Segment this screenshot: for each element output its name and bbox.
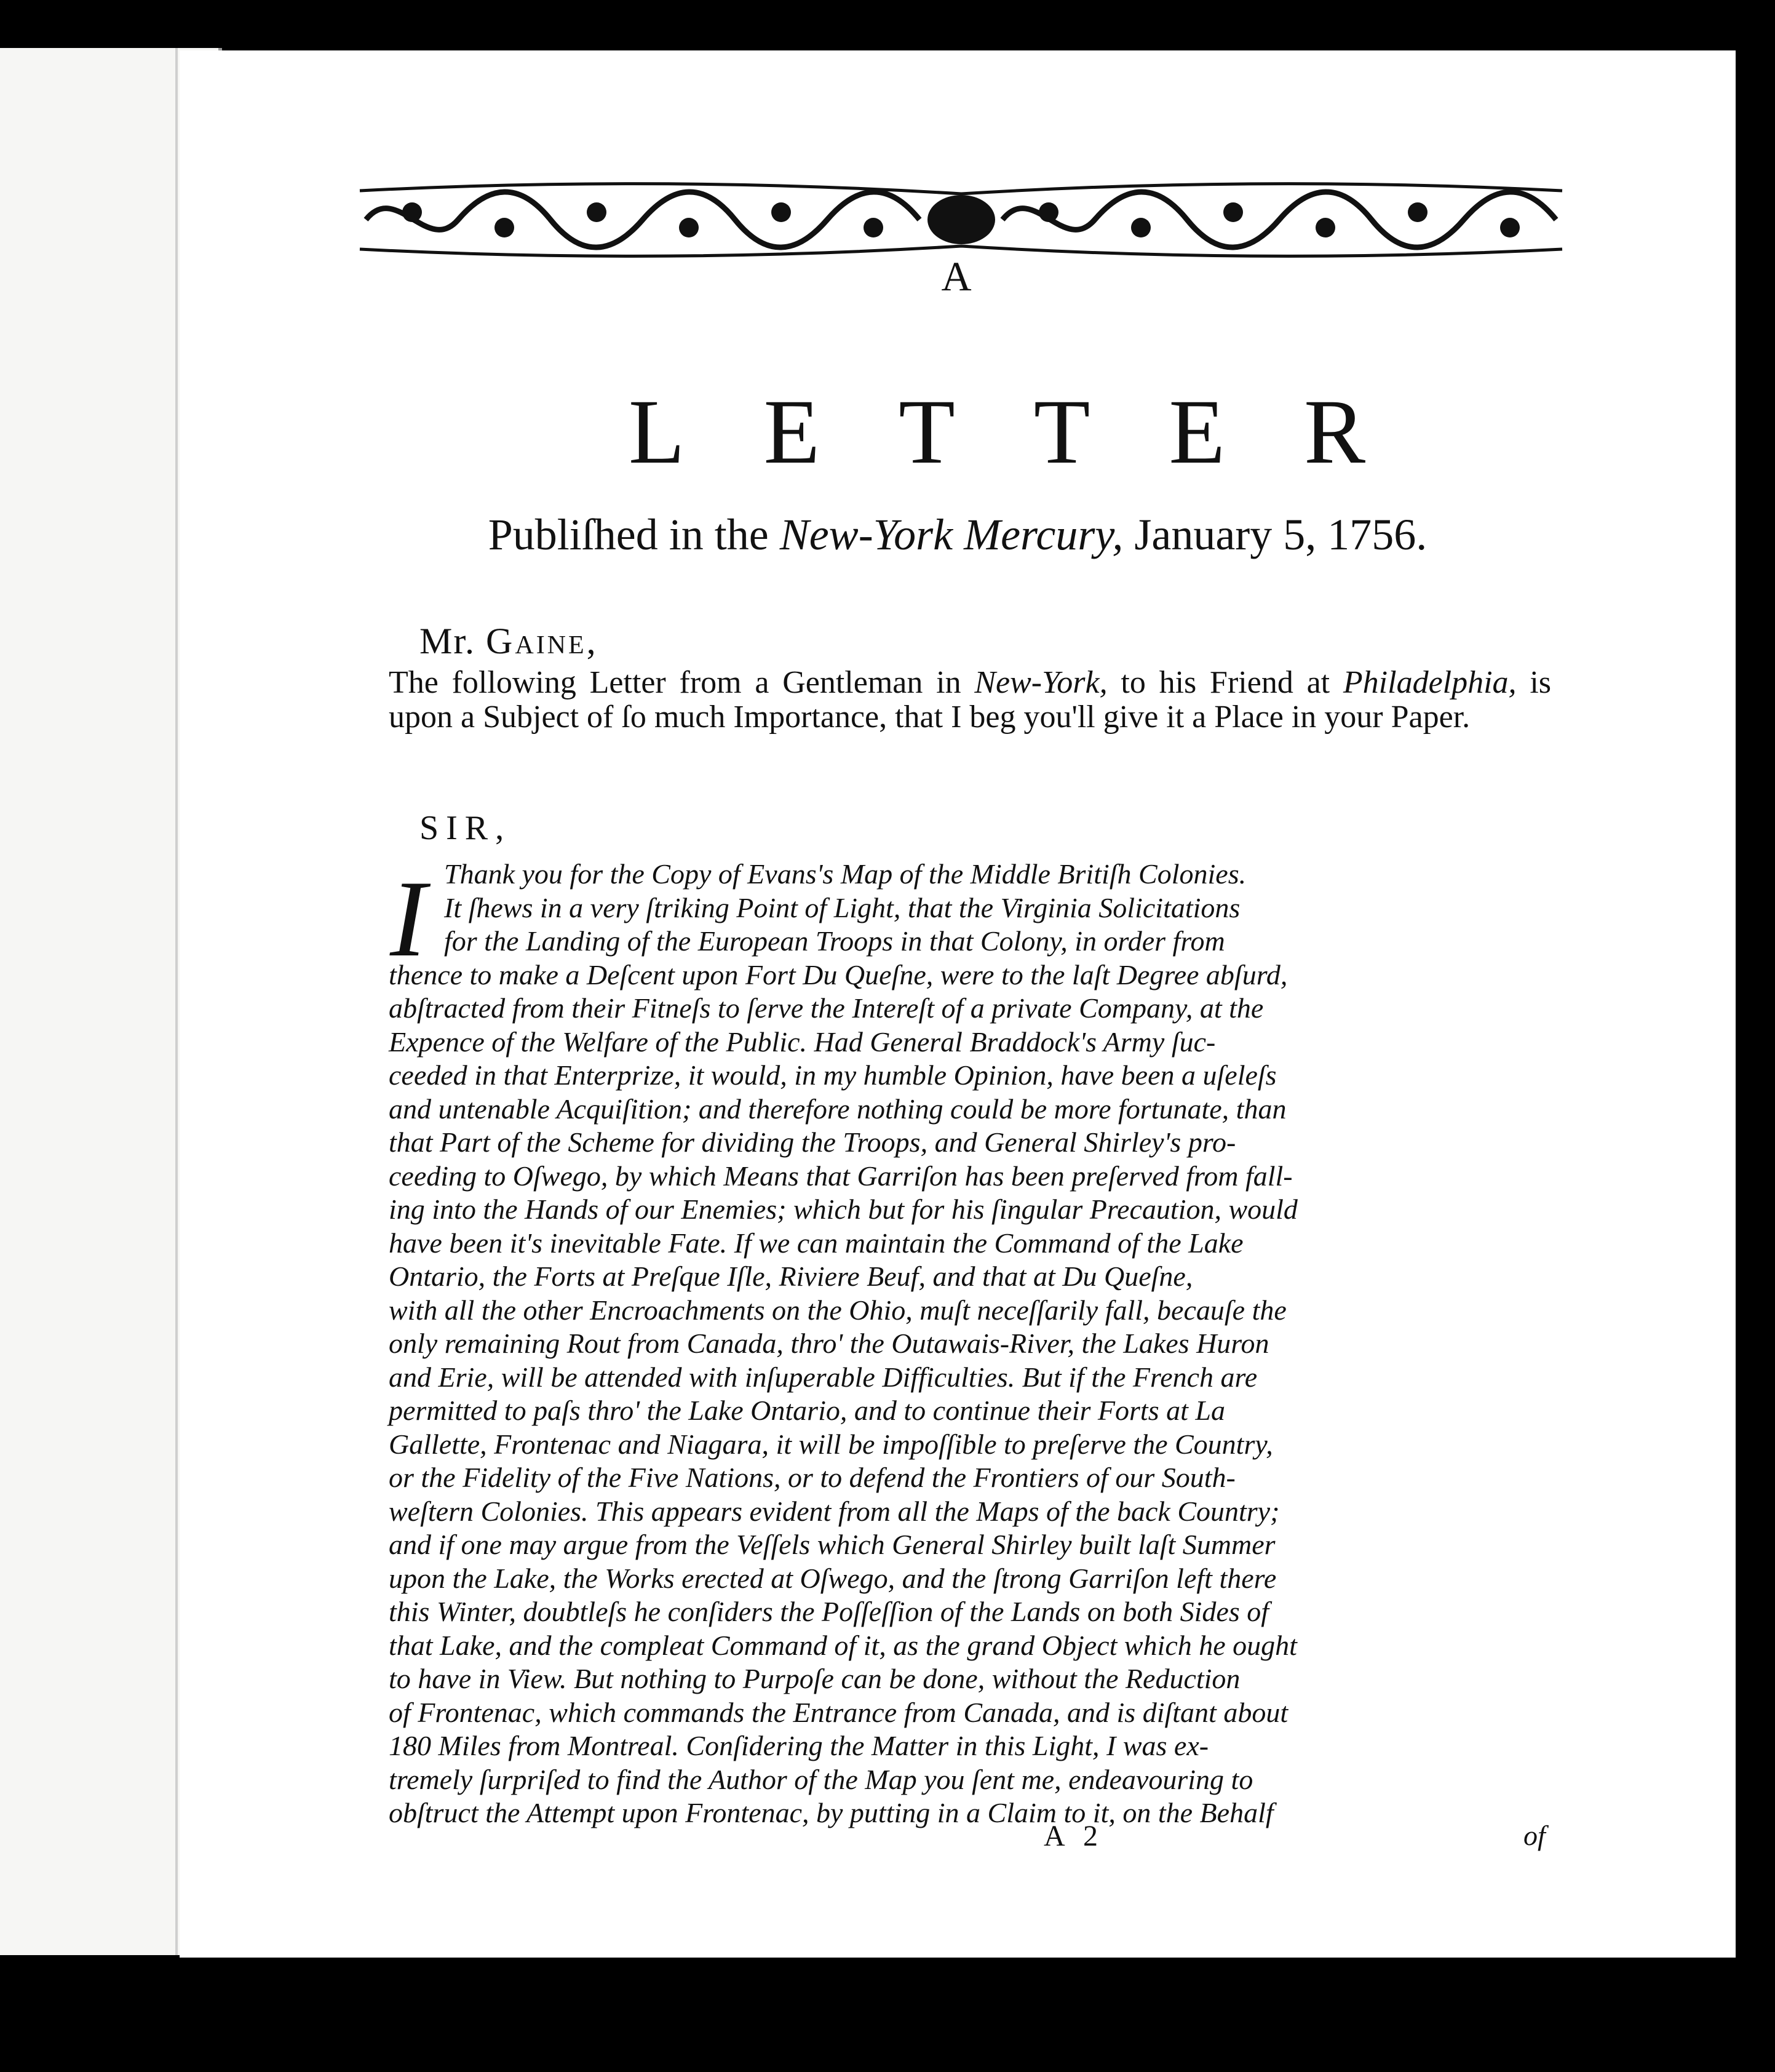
body-line: permitted to paſs thro' the Lake Ontario, and to continue their Forts at La bbox=[389, 1395, 1225, 1426]
body-line: 180 Miles from Montreal. Conſidering the Matter in this Light, I was ex- bbox=[389, 1730, 1209, 1761]
intro-place-1: New-York, bbox=[974, 665, 1108, 700]
body-line: for the Landing of the European Troops in that Colony, in order from bbox=[444, 925, 1225, 957]
intro-text-3: is upon a Subject of ſo much Importance, that I beg you'll give it a Place in your Paper. bbox=[389, 665, 1552, 735]
title-article: A bbox=[941, 253, 974, 300]
body-line: or the Fidelity of the Five Nations, or to defend the Frontiers of our South- bbox=[389, 1462, 1236, 1493]
body-line: that Lake, and the compleat Command of it, as the grand Object which he ought bbox=[389, 1629, 1297, 1661]
intro-place-2: Philadelphia, bbox=[1343, 665, 1517, 700]
body-line: this Winter, doubtleſs he conſiders the Poſſeſſion of the Lands on both Sides of bbox=[389, 1596, 1269, 1627]
body-line: obſtruct the Attempt upon Frontenac, by putting in a Claim to it, on the Behalf bbox=[389, 1797, 1274, 1828]
body-line: abſtracted from their Fitneſs to ſerve the Intereſt of a private Company, at the bbox=[389, 992, 1264, 1024]
signature-mark: A 2 bbox=[1044, 1820, 1105, 1852]
body-line: and untenable Acquiſition; and therefore nothing could be more fortunate, than bbox=[389, 1093, 1287, 1125]
letter-body bbox=[389, 858, 1551, 1830]
body-line: Ontario, the Forts at Preſque Iſle, Riviere Beuf, and that at Du Queſne, bbox=[389, 1261, 1193, 1292]
salutation bbox=[419, 620, 598, 663]
publication-date: January 5, 1756. bbox=[1123, 510, 1428, 559]
salutation-name: Gaine, bbox=[486, 621, 598, 661]
salutation-prefix: Mr. bbox=[419, 621, 486, 661]
body-line: upon the Lake, the Works erected at Oſwego, and the ſtrong Garriſon left there bbox=[389, 1562, 1277, 1594]
intro-paragraph bbox=[389, 666, 1551, 735]
drop-cap: I bbox=[390, 858, 427, 979]
body-line: of Frontenac, which commands the Entrance from Canada, and is diſtant about bbox=[389, 1696, 1289, 1728]
intro-text-1: The following Letter from a Gentleman in bbox=[389, 665, 975, 700]
catchword: of bbox=[1523, 1820, 1546, 1851]
body-line: that Part of the Scheme for dividing the Troops, and General Shirley's pro- bbox=[389, 1126, 1236, 1158]
body-line: have been it's inevitable Fate. If we can maintain the Command of the Lake bbox=[389, 1227, 1244, 1259]
body-line: It ſhews in a very ſtriking Point of Light, that the Virginia Solicitations bbox=[444, 891, 1241, 923]
body-line: with all the other Encroachments on the Ohio, muſt neceſſarily fall, becauſe the bbox=[389, 1294, 1287, 1326]
body-line: to have in View. But nothing to Purpoſe can be done, without the Reduction bbox=[389, 1663, 1241, 1694]
publication-prefix: Publiſhed in the bbox=[488, 510, 780, 559]
body-line: Expence of the Welfare of the Public. Had General Braddock's Army ſuc- bbox=[389, 1026, 1216, 1058]
newspaper-name: New-York Mercury, bbox=[779, 510, 1124, 559]
body-line: thence to make a Deſcent upon Fort Du Queſne, were to the laſt Degree abſurd, bbox=[389, 958, 1288, 990]
body-line: tremely ſurpriſed to find the Author of the Map you ſent me, endeavouring to bbox=[389, 1763, 1253, 1795]
publication-line bbox=[180, 509, 1736, 560]
body-line: ceeded in that Enterprize, it would, in my humble Opinion, have been a uſeleſs bbox=[389, 1059, 1277, 1091]
body-line: weſtern Colonies. This appears evident from all the Maps of the back Country; bbox=[389, 1495, 1280, 1527]
intro-text-2: to his Friend at bbox=[1107, 665, 1343, 700]
body-line: Thank you for the Copy of Evans's Map of the Middle Britiſh Colonies. bbox=[444, 858, 1247, 890]
body-line: and if one may argue from the Veſſels which General Shirley built laſt Summer bbox=[389, 1529, 1276, 1560]
body-line: ing into the Hands of our Enemies; which but for his ſingular Precaution, would bbox=[389, 1193, 1298, 1225]
document-page bbox=[180, 50, 1736, 1958]
body-line: only remaining Rout from Canada, thro' the Outawais-River, the Lakes Huron bbox=[389, 1328, 1269, 1359]
letter-greeting: SIR, bbox=[419, 809, 512, 847]
body-line: Gallette, Frontenac and Niagara, it will be impoſſible to preſerve the Country, bbox=[389, 1428, 1273, 1460]
title-letter: LETTER bbox=[628, 381, 1445, 483]
body-line: and Erie, will be attended with inſuperable Difficulties. But if the French are bbox=[389, 1361, 1258, 1393]
page-gutter-line bbox=[175, 48, 178, 1955]
body-line: ceeding to Oſwego, by which Means that Garriſon has been preſerved from fall- bbox=[389, 1160, 1293, 1192]
